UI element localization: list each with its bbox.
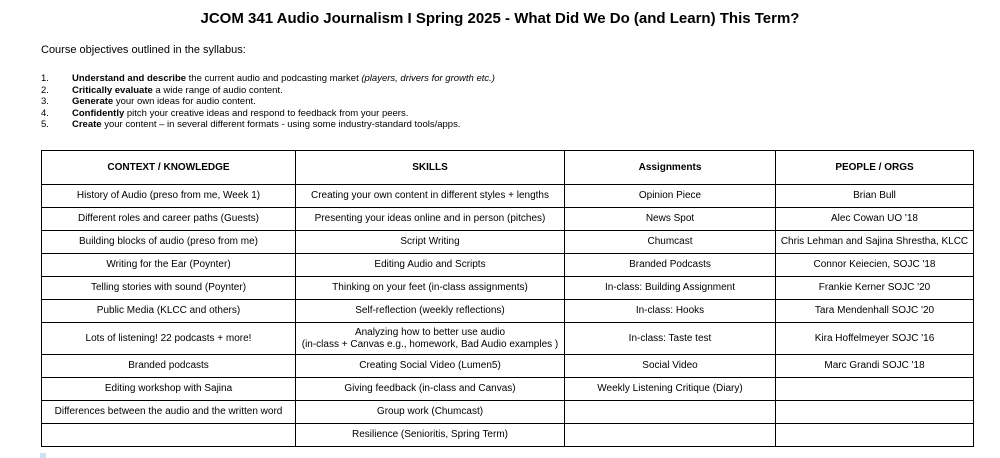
table-cell: Presenting your ideas online and in person (pitches) bbox=[296, 208, 565, 231]
table-cell: News Spot bbox=[565, 208, 776, 231]
table-cell: Lots of listening! 22 podcasts + more! bbox=[42, 323, 296, 355]
table-cell: Giving feedback (in-class and Canvas) bbox=[296, 378, 565, 401]
table-cell: Editing Audio and Scripts bbox=[296, 254, 565, 277]
table-row bbox=[42, 185, 974, 208]
objective-item: 4. Confidently pitch your creative ideas and respond to feedback from your peers. bbox=[41, 107, 409, 119]
table-body bbox=[42, 185, 974, 447]
table-cell bbox=[42, 424, 296, 447]
table-row bbox=[42, 401, 974, 424]
table-row bbox=[42, 231, 974, 254]
table-cell: Creating your own content in different styles + lengths bbox=[296, 185, 565, 208]
table-row bbox=[42, 254, 974, 277]
table-row bbox=[42, 277, 974, 300]
table-cell: Social Video bbox=[565, 355, 776, 378]
objective-item: 1. Understand and describe the current audio and podcasting market (players, drivers for growth etc.) bbox=[41, 73, 495, 84]
objective-item: 3. Generate your own ideas for audio content. bbox=[41, 96, 256, 108]
column-header-assignments: Assignments bbox=[565, 151, 776, 185]
table-cell: In-class: Building Assignment bbox=[565, 277, 776, 300]
table-cell: Resilience (Senioritis, Spring Term) bbox=[296, 424, 565, 447]
learning-table bbox=[41, 150, 974, 447]
column-header-people: PEOPLE / ORGS bbox=[776, 151, 974, 185]
table-cell: Alec Cowan UO '18 bbox=[776, 208, 974, 231]
table-cell: Connor Keiecien, SOJC '18 bbox=[776, 254, 974, 277]
table-cell: Opinion Piece bbox=[565, 185, 776, 208]
column-header-skills: SKILLS bbox=[296, 151, 565, 185]
table-cell: Chris Lehman and Sajina Shrestha, KLCC bbox=[776, 231, 974, 254]
table-cell: Group work (Chumcast) bbox=[296, 401, 565, 424]
table-cell: Writing for the Ear (Poynter) bbox=[42, 254, 296, 277]
table-cell: Building blocks of audio (preso from me) bbox=[42, 231, 296, 254]
table-cell: Analyzing how to better use audio (in-class + Canvas e.g., homework, Bad Audio examples ) bbox=[296, 323, 565, 355]
objectives-intro: Course objectives outlined in the syllabus: bbox=[41, 44, 246, 56]
column-header-context: CONTEXT / KNOWLEDGE bbox=[42, 151, 296, 185]
table-cell: Tara Mendenhall SOJC '20 bbox=[776, 300, 974, 323]
table-cell: In-class: Hooks bbox=[565, 300, 776, 323]
table-row bbox=[42, 208, 974, 231]
page-marker bbox=[40, 453, 46, 458]
table-cell: Script Writing bbox=[296, 231, 565, 254]
table-header-row bbox=[42, 151, 974, 185]
objectives-list bbox=[41, 73, 495, 131]
table-cell: Brian Bull bbox=[776, 185, 974, 208]
table-cell: History of Audio (preso from me, Week 1) bbox=[42, 185, 296, 208]
table-cell: Self-reflection (weekly reflections) bbox=[296, 300, 565, 323]
table-cell bbox=[776, 378, 974, 401]
table-cell: Editing workshop with Sajina bbox=[42, 378, 296, 401]
table-cell bbox=[565, 424, 776, 447]
table-cell: Telling stories with sound (Poynter) bbox=[42, 277, 296, 300]
table-cell: In-class: Taste test bbox=[565, 323, 776, 355]
table-cell: Differences between the audio and the written word bbox=[42, 401, 296, 424]
table-cell: Branded Podcasts bbox=[565, 254, 776, 277]
table-cell bbox=[776, 424, 974, 447]
table-cell: Different roles and career paths (Guests) bbox=[42, 208, 296, 231]
table-cell bbox=[776, 401, 974, 424]
table-cell: Frankie Kerner SOJC '20 bbox=[776, 277, 974, 300]
table-cell: Branded podcasts bbox=[42, 355, 296, 378]
page-title: JCOM 341 Audio Journalism I Spring 2025 - What Did We Do (and Learn) This Term? bbox=[200, 10, 800, 27]
table-cell: Public Media (KLCC and others) bbox=[42, 300, 296, 323]
table-cell: Kira Hoffelmeyer SOJC '16 bbox=[776, 323, 974, 355]
table-cell: Chumcast bbox=[565, 231, 776, 254]
table-cell: Marc Grandi SOJC '18 bbox=[776, 355, 974, 378]
table-cell: Weekly Listening Critique (Diary) bbox=[565, 378, 776, 401]
table-row bbox=[42, 355, 974, 378]
table-cell bbox=[565, 401, 776, 424]
table-row bbox=[42, 378, 974, 401]
table-cell: Thinking on your feet (in-class assignments) bbox=[296, 277, 565, 300]
objective-item: 5. Create your content – in several different formats - using some industry-standard tools/apps. bbox=[41, 119, 461, 131]
objective-item: 2. Critically evaluate a wide range of audio content. bbox=[41, 84, 283, 96]
table-row bbox=[42, 424, 974, 447]
table-row bbox=[42, 323, 974, 355]
table-row bbox=[42, 300, 974, 323]
table-cell: Creating Social Video (Lumen5) bbox=[296, 355, 565, 378]
